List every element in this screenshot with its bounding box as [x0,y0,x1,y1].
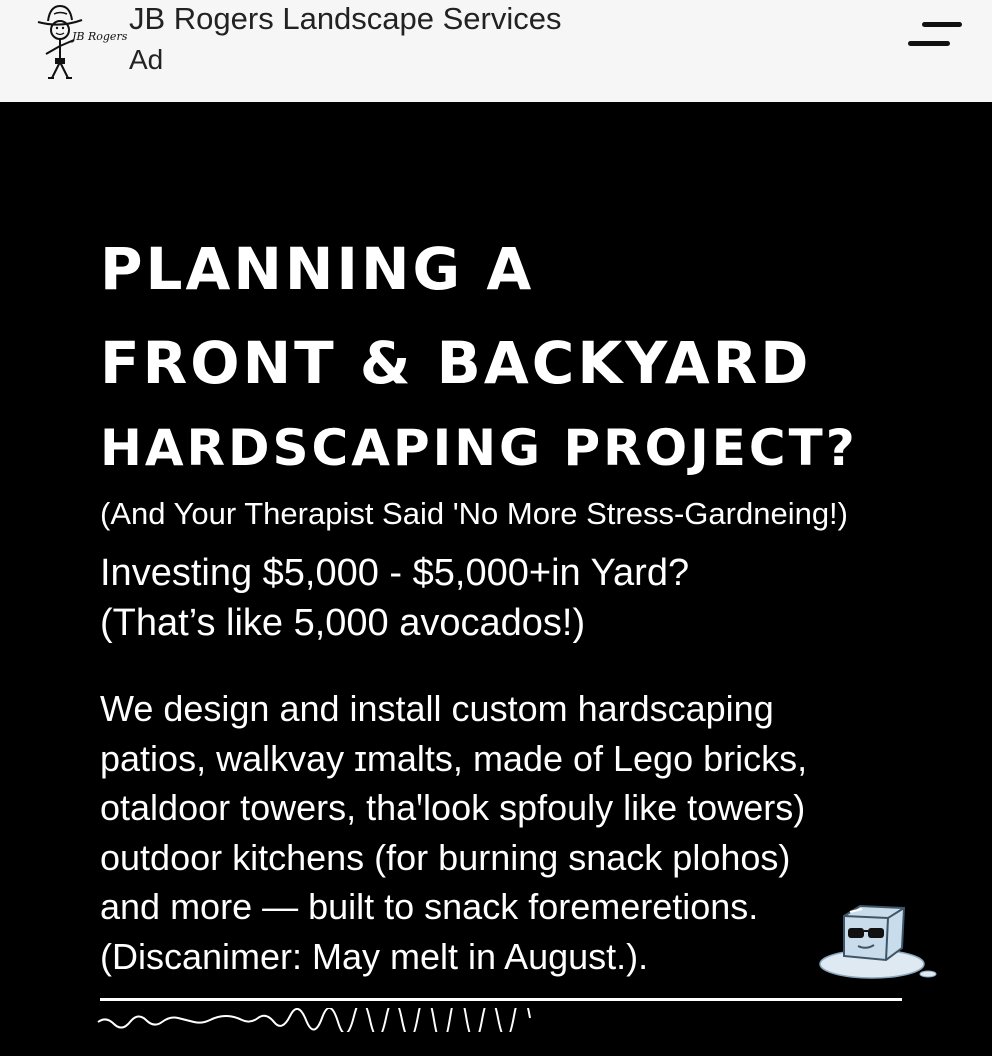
body-line: outdoor kitchens (for burning snack plohos) [100,836,791,878]
hamburger-menu-icon[interactable] [904,14,970,58]
investment-line-1: Investing $5,000 - $5,000+in Yard? [100,552,690,594]
headline-line-3: HARDSCAPING PROJECT? [100,419,858,477]
headline-line-2: FRONT & BACKYARD [100,329,812,397]
ad-body-copy [100,684,807,982]
divider-line [100,998,902,1001]
body-line: otaldoor towers, thaꞌlook spfouly like towers) [100,787,806,829]
menu-bar-top [922,22,962,27]
sponsored-ad-label: Ad [129,44,164,75]
logo-text: JB Rogers [72,30,128,43]
body-line: and more — built to snack foremeretions. [100,886,759,928]
subheadline: (And Your Therapist Said 'No More Stress-Gardneing!) [100,496,848,531]
advertiser-name[interactable]: JB Rogers Landscape Services [129,1,562,36]
body-line: patios, walkvay ɪmalts, made of Lego bricks, [100,737,808,779]
jb-rogers-logo[interactable] [30,0,130,90]
ad-creative[interactable] [0,102,992,1056]
body-line: We design and install custom hardscaping [100,688,774,729]
body-line: (Discanimer: May melt in August.). [100,935,649,977]
headline-line-1: PLANNING A [100,235,535,303]
investment-line-2: (That’s like 5,000 avocados!) [100,602,586,644]
ad-header [0,0,992,102]
melting-ice-cube-sunglasses-icon [816,902,940,984]
investment-text [100,548,689,648]
squiggle-decoration [96,1008,536,1032]
menu-bar-bottom [908,41,950,46]
